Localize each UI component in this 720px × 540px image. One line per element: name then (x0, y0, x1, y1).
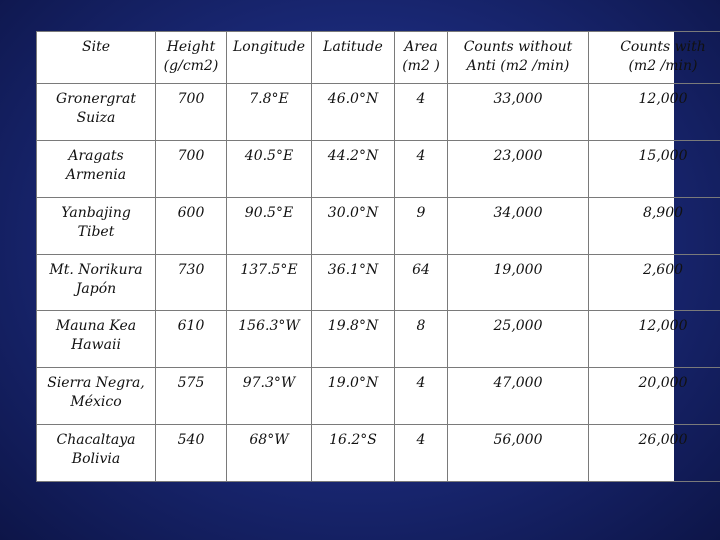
table-row (37, 197, 720, 254)
cell-site: Chacaltaya Bolivia (37, 425, 156, 482)
header-counts-with: Counts with (m2 /min) (589, 32, 720, 84)
cell-counts-with: 2,600 (589, 254, 720, 311)
cell-counts-with: 12,000 (589, 311, 720, 368)
table-row (37, 425, 720, 482)
header-area: Area (m2 ) (395, 32, 448, 84)
cell-height: 600 (156, 197, 227, 254)
cell-counts-without: 34,000 (448, 197, 589, 254)
cell-latitude: 30.0°N (312, 197, 395, 254)
cell-site: Mt. Norikura Japón (37, 254, 156, 311)
cell-latitude: 36.1°N (312, 254, 395, 311)
cell-height: 730 (156, 254, 227, 311)
cell-counts-without: 23,000 (448, 140, 589, 197)
cell-counts-without: 25,000 (448, 311, 589, 368)
cell-longitude: 156.3°W (227, 311, 312, 368)
cell-counts-with: 26,000 (589, 425, 720, 482)
cell-longitude: 90.5°E (227, 197, 312, 254)
sites-table (36, 31, 720, 482)
cell-area: 64 (395, 254, 448, 311)
cell-longitude: 68°W (227, 425, 312, 482)
cell-counts-without: 56,000 (448, 425, 589, 482)
cell-longitude: 7.8°E (227, 84, 312, 141)
cell-counts-with: 20,000 (589, 368, 720, 425)
header-longitude: Longitude (227, 32, 312, 84)
cell-site: Mauna Kea Hawaii (37, 311, 156, 368)
header-height: Height (g/cm2) (156, 32, 227, 84)
cell-height: 610 (156, 311, 227, 368)
cell-counts-without: 19,000 (448, 254, 589, 311)
cell-latitude: 16.2°S (312, 425, 395, 482)
cell-area: 4 (395, 140, 448, 197)
cell-height: 575 (156, 368, 227, 425)
table-row (37, 254, 720, 311)
table-row (37, 140, 720, 197)
cell-height: 700 (156, 84, 227, 141)
cell-area: 4 (395, 84, 448, 141)
header-latitude: Latitude (312, 32, 395, 84)
cell-counts-with: 15,000 (589, 140, 720, 197)
header-site: Site (37, 32, 156, 84)
table-row (37, 368, 720, 425)
cell-longitude: 97.3°W (227, 368, 312, 425)
cell-site: Gronergrat Suiza (37, 84, 156, 141)
cell-area: 9 (395, 197, 448, 254)
cell-longitude: 40.5°E (227, 140, 312, 197)
table-row (37, 84, 720, 141)
cell-latitude: 44.2°N (312, 140, 395, 197)
cell-counts-with: 8,900 (589, 197, 720, 254)
cell-site: Yanbajing Tibet (37, 197, 156, 254)
cell-longitude: 137.5°E (227, 254, 312, 311)
cell-area: 8 (395, 311, 448, 368)
cell-site: Aragats Armenia (37, 140, 156, 197)
cell-latitude: 19.8°N (312, 311, 395, 368)
cell-site: Sierra Negra, México (37, 368, 156, 425)
cell-latitude: 19.0°N (312, 368, 395, 425)
cell-area: 4 (395, 425, 448, 482)
cell-height: 700 (156, 140, 227, 197)
header-counts-without: Counts without Anti (m2 /min) (448, 32, 589, 84)
cell-area: 4 (395, 368, 448, 425)
cell-counts-with: 12,000 (589, 84, 720, 141)
cell-height: 540 (156, 425, 227, 482)
data-table-container (36, 31, 706, 482)
table-header-row (37, 32, 720, 84)
table-row (37, 311, 720, 368)
cell-counts-without: 47,000 (448, 368, 589, 425)
cell-latitude: 46.0°N (312, 84, 395, 141)
cell-counts-without: 33,000 (448, 84, 589, 141)
